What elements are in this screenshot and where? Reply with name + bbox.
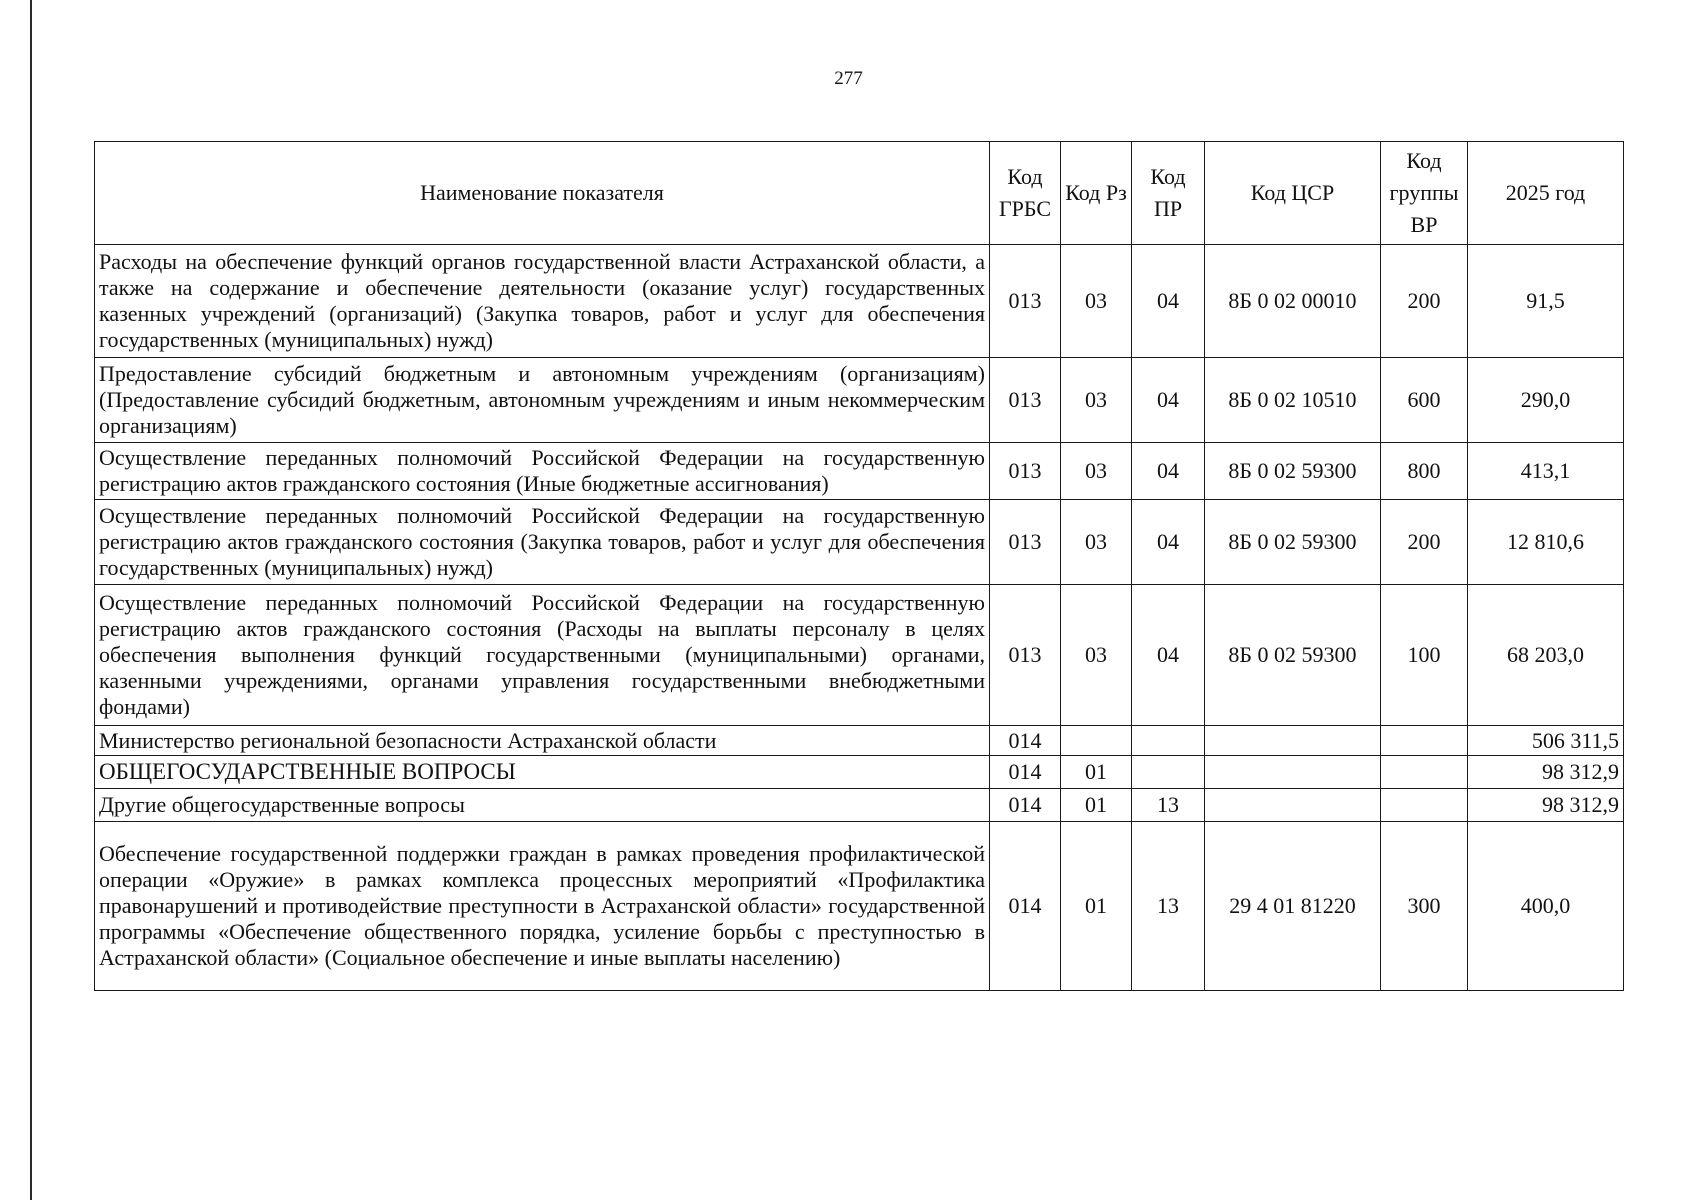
row-vr: 300	[1381, 822, 1468, 991]
row-csr: 8Б 0 02 59300	[1205, 500, 1381, 585]
row-vr	[1381, 726, 1468, 756]
row-csr: 8Б 0 02 10510	[1205, 358, 1381, 443]
row-rz: 01	[1061, 822, 1132, 991]
header-year: 2025 год	[1468, 142, 1624, 245]
row-rz	[1061, 726, 1132, 756]
row-pr: 04	[1132, 500, 1205, 585]
row-vr: 200	[1381, 500, 1468, 585]
header-name: Наименование показателя	[95, 142, 990, 245]
row-vr	[1381, 756, 1468, 789]
row-vr	[1381, 789, 1468, 822]
row-name: Осуществление переданных полномочий Российской Федерации на государственную регистрацию актов гражданского состояния (Закупка товаров, работ и услуг для обеспечения государственных (муниципальных) нужд)	[95, 500, 990, 585]
header-rz: Код Рз	[1061, 142, 1132, 245]
row-name: Министерство региональной безопасности Астраханской области	[95, 726, 990, 756]
row-name: Обеспечение государственной поддержки граждан в рамках проведения профилактической операции «Оружие» в рамках комплекса процессных мероприятий «Профилактика правонарушений и противодействие преступности в Астраханской области» государственной программы «Обеспечение общественного порядка, усиление борьбы с преступностью в Астраханской области» (Социальное обеспечение и иные выплаты населению)	[95, 822, 990, 991]
table-row	[95, 500, 1624, 585]
row-csr	[1205, 726, 1381, 756]
row-grbs: 014	[990, 756, 1061, 789]
table-row	[95, 789, 1624, 822]
header-grbs: Код ГРБС	[990, 142, 1061, 245]
row-pr	[1132, 756, 1205, 789]
row-name: Осуществление переданных полномочий Российской Федерации на государственную регистрацию актов гражданского состояния (Расходы на выплаты персоналу в целях обеспечения выполнения функций государственными (муниципальными) органами, казенными учреждениями, органами управления государственными внебюджетными фондами)	[95, 585, 990, 726]
row-grbs: 014	[990, 789, 1061, 822]
table-row	[95, 358, 1624, 443]
row-rz: 03	[1061, 358, 1132, 443]
row-csr: 29 4 01 81220	[1205, 822, 1381, 991]
row-pr: 04	[1132, 585, 1205, 726]
row-pr: 13	[1132, 789, 1205, 822]
row-rz: 03	[1061, 245, 1132, 358]
table-row	[95, 585, 1624, 726]
row-vr: 800	[1381, 443, 1468, 500]
row-grbs: 013	[990, 443, 1061, 500]
row-grbs: 014	[990, 822, 1061, 991]
row-rz: 03	[1061, 443, 1132, 500]
row-name: Предоставление субсидий бюджетным и автономным учреждениям (организациям) (Предоставление субсидий бюджетным, автономным учреждениям и иным некоммерческим организациям)	[95, 358, 990, 443]
row-amount: 68 203,0	[1468, 585, 1624, 726]
row-grbs: 013	[990, 500, 1061, 585]
table-row	[95, 443, 1624, 500]
row-amount: 400,0	[1468, 822, 1624, 991]
page-number: 277	[834, 68, 863, 89]
budget-table	[94, 141, 1624, 991]
row-rz: 03	[1061, 500, 1132, 585]
table-row	[95, 726, 1624, 756]
table-header-row	[95, 142, 1624, 245]
table-row	[95, 756, 1624, 789]
row-amount: 12 810,6	[1468, 500, 1624, 585]
row-name: Расходы на обеспечение функций органов государственной власти Астраханской области, а также на содержание и обеспечение деятельности (оказание услуг) государственных казенных учреждений (организаций) (Закупка товаров, работ и услуг для обеспечения государственных (муниципальных) нужд)	[95, 245, 990, 358]
row-name: Осуществление переданных полномочий Российской Федерации на государственную регистрацию актов гражданского состояния (Иные бюджетные ассигнования)	[95, 443, 990, 500]
row-grbs: 014	[990, 726, 1061, 756]
row-rz: 01	[1061, 756, 1132, 789]
row-csr: 8Б 0 02 00010	[1205, 245, 1381, 358]
row-pr: 13	[1132, 822, 1205, 991]
row-amount: 91,5	[1468, 245, 1624, 358]
scan-edge-line	[30, 0, 32, 1200]
row-vr: 600	[1381, 358, 1468, 443]
row-rz: 03	[1061, 585, 1132, 726]
row-amount: 290,0	[1468, 358, 1624, 443]
row-amount: 506 311,5	[1468, 726, 1624, 756]
row-grbs: 013	[990, 358, 1061, 443]
row-pr: 04	[1132, 443, 1205, 500]
row-amount: 98 312,9	[1468, 756, 1624, 789]
row-csr	[1205, 789, 1381, 822]
row-csr: 8Б 0 02 59300	[1205, 585, 1381, 726]
row-csr: 8Б 0 02 59300	[1205, 443, 1381, 500]
row-name: ОБЩЕГОСУДАРСТВЕННЫЕ ВОПРОСЫ	[95, 756, 990, 789]
row-pr: 04	[1132, 358, 1205, 443]
row-grbs: 013	[990, 245, 1061, 358]
row-grbs: 013	[990, 585, 1061, 726]
row-amount: 98 312,9	[1468, 789, 1624, 822]
table-row	[95, 822, 1624, 991]
table-row	[95, 245, 1624, 358]
row-name: Другие общегосударственные вопросы	[95, 789, 990, 822]
row-pr: 04	[1132, 245, 1205, 358]
row-vr: 100	[1381, 585, 1468, 726]
row-pr	[1132, 726, 1205, 756]
header-vr: Код группы ВР	[1381, 142, 1468, 245]
row-amount: 413,1	[1468, 443, 1624, 500]
row-vr: 200	[1381, 245, 1468, 358]
header-csr: Код ЦСР	[1205, 142, 1381, 245]
row-csr	[1205, 756, 1381, 789]
row-rz: 01	[1061, 789, 1132, 822]
header-pr: Код ПР	[1132, 142, 1205, 245]
